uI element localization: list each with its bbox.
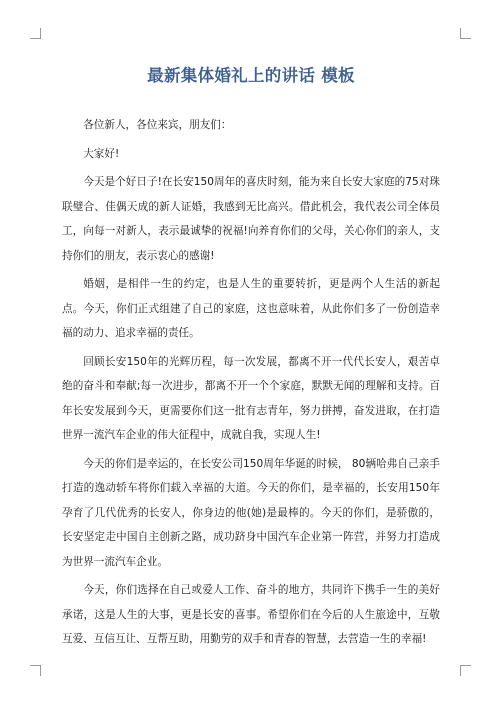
paragraph-2: 婚姻，是相伴一生的约定，也是人生的重要转折，更是两个人生活的新起点。今天，你们正式组建了自己的家庭，这也意味着，从此你们多了一份创造幸福的动力、追求幸福的责任。 <box>62 278 440 339</box>
document-page <box>62 62 440 652</box>
paragraph-1: 今天是个好日子!在长安150周年的喜庆时刻，能为来自长安大家庭的75对珠联璧合、佳偶天成的新人证婚，我感到无比高兴。借此机会，我代表公司全体员工，向每一对新人，表示最诚挚的祝福!向养育你们的父母，关心你们的亲人，支持你们的朋友，表示衷心的感谢! <box>62 176 440 262</box>
crop-mark-top-left <box>30 28 41 39</box>
crop-mark-bottom-right <box>460 665 471 676</box>
crop-mark-bottom-left <box>30 665 41 676</box>
crop-mark-top-right <box>460 28 471 39</box>
paragraph-5: 今天，你们选择在自己或爱人工作、奋斗的地方，共同许下携手一生的美好承诺，这是人生的大事，更是长安的喜事。希望你们在今后的人生旅途中，互敬互爱、互信互让、互帮互助，用勤劳的双手和青春的智慧，去营造一生的幸福! <box>62 584 440 645</box>
paragraph-4: 今天的你们是幸运的，在长安公司150周年华诞的时候， 80辆哈弗自己亲手打造的逸动轿车将你们载入幸福的大道。今天的你们，是幸福的，长安用150年孕育了几代优秀的长安人，你身边的他(她)是最棒的。今天的你们，是骄傲的，长安坚定走中国自主创新之路，成功跻身中国汽车企业第一阵营，并努力打造成为世界一流汽车企业。 <box>62 457 440 568</box>
paragraph-3: 回顾长安150年的光辉历程，每一次发展，都离不开一代代长安人，艰苦卓绝的奋斗和奉献;每一次进步，都离不开一个个家庭，默默无闻的理解和支持。百年长安发展到今天，更需要你们这一批有志青年，努力拼搏，奋发进取，在打造世界一流汽车企业的伟大征程中，成就自我，实现人生! <box>62 355 440 441</box>
paragraph-hello: 大家好! <box>83 147 120 160</box>
document-title: 最新集体婚礼上的讲话 模板 <box>147 66 355 85</box>
paragraph-greeting: 各位新人，各位来宾，朋友们： <box>83 119 232 131</box>
